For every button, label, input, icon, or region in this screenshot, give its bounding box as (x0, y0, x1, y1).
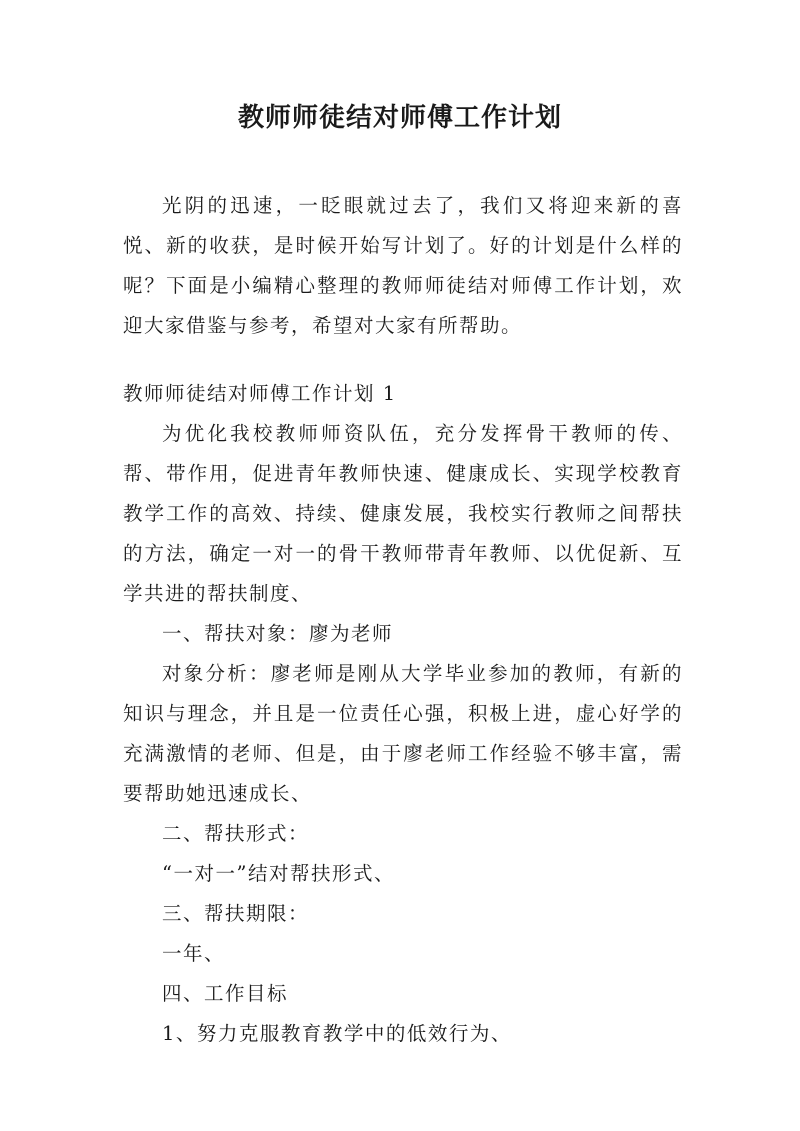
subheading-period: 三、帮扶期限： (162, 902, 310, 925)
subheading-goals: 四、工作目标 (162, 982, 289, 1005)
subheading-form: 二、帮扶形式： (162, 822, 310, 845)
paragraph-gap (123, 346, 683, 374)
section-heading: 教师师徒结对师傅工作计划 1 (123, 382, 397, 405)
body-paragraph: 对象分析：廖老师是刚从大学毕业参加的教师，有新的知识与理念，并且是一位责任心强，积极上进，虚心好学的充满激情的老师、但是，由于廖老师工作经验不够丰富，需要帮助她迅速成长、 (123, 662, 683, 805)
document-title: 教师师徒结对师傅工作计划 (237, 103, 562, 133)
body-paragraph: 一年、 (162, 942, 226, 965)
body-paragraph: “一对一”结对帮扶形式、 (162, 862, 395, 885)
subheading-target: 一、帮扶对象：廖为老师 (162, 622, 394, 645)
intro-paragraph: 光阴的迅速，一眨眼就过去了，我们又将迎来新的喜悦、新的收获，是时候开始写计划了。好的计划是什么样的呢？下面是小编精心整理的教师师徒结对师傅工作计划，欢迎大家借鉴与参考，希望对大家有所帮助。 (123, 194, 683, 337)
body-paragraph: 1、努力克服教育教学中的低效行为、 (162, 1022, 512, 1045)
body-paragraph: 为优化我校教师师资队伍，充分发挥骨干教师的传、帮、带作用，促进青年教师快速、健康成长、实现学校教育教学工作的高效、持续、健康发展，我校实行教师之间帮扶的方法，确定一对一的骨干教师带青年教师、以优促新、互学共进的帮扶制度、 (123, 422, 683, 605)
document-body (123, 186, 683, 1054)
